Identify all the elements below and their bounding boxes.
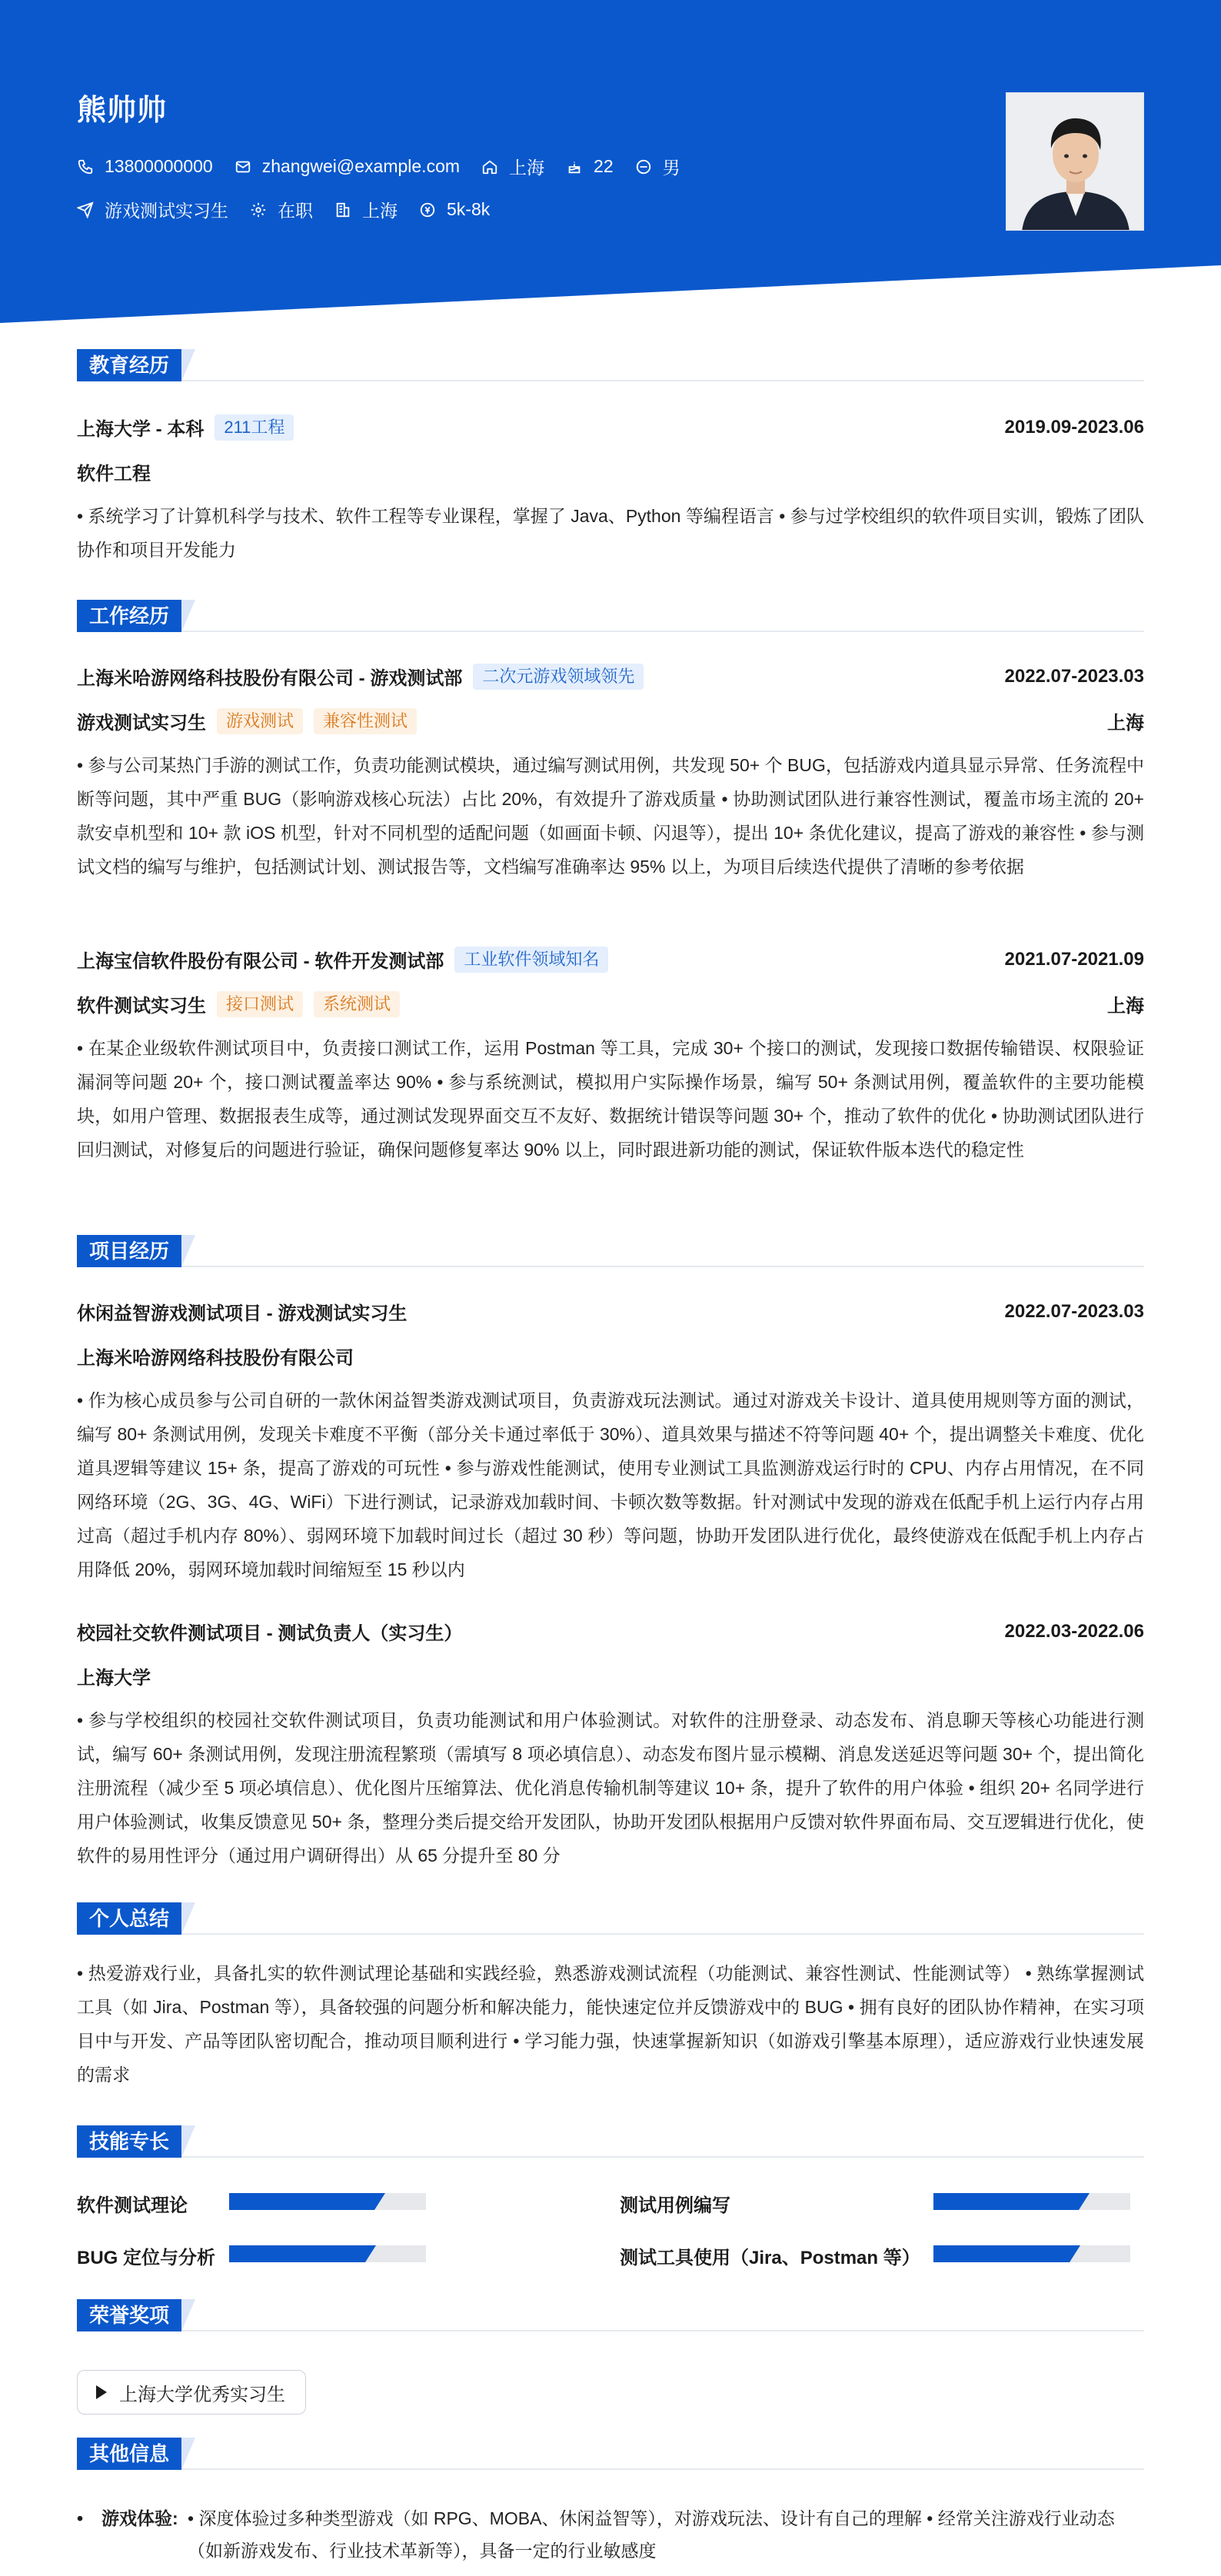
gender-text: 男 <box>662 158 680 178</box>
work-entry-header <box>77 946 1144 973</box>
education-description: • 系统学习了计算机科学与技术、软件工程等专业课程，掌握了 Java、Python 等编程语言 • 参与过学校组织的软件项目实训，锻炼了团队协作和项目开发能力 <box>77 506 1144 560</box>
skill-name: BUG 定位与分析 <box>77 2248 215 2268</box>
project-description: • 参与学校组织的校园社交软件测试项目，负责功能测试和用户体验测试。对软件的注册登录、动态发布、消息聊天等核心功能进行测试，编写 60+ 条测试用例，发现注册流程繁琐（需填写 8 项必填信息）、动态发布图片显示模糊、消息发送延迟等问题 30+ 个，提出简化注册流程（减少至 5 项必填信息）、优化图片压缩算法、优化消息传输机制等建议 10+ 条，提升了软件的用户体验 • 组织 20+ 名同学进行用户体验测试，收集反馈意见 50+ 条，整理分类后提交给开发团队，协助开发团队根据用户反馈对软件界面布局、交互逻辑进行优化，使软件的易用性评分（通过用户调研得出）从 65 分提升至 80 分 <box>77 1710 1144 1865</box>
skill-name: 测试用例编写 <box>620 2195 730 2216</box>
project-date: 2022.03-2022.06 <box>1004 1620 1144 1642</box>
company-tag: 二次元游戏领域领先 <box>473 664 644 690</box>
skill-bar <box>229 2193 426 2210</box>
skill-item <box>620 2242 920 2269</box>
project-name: 休闲益智游戏测试项目 - 游戏测试实习生 <box>77 1303 408 1324</box>
section-header <box>77 1902 1144 1935</box>
project-org-row <box>77 1662 1144 1689</box>
award-item <box>77 2370 306 2415</box>
work-city: 上海 <box>1107 996 1144 1017</box>
project-description: • 作为核心成员参与公司自研的一款休闲益智类游戏测试项目，负责游戏玩法测试。通过对游戏关卡设计、道具使用规则等方面的测试，编写 80+ 条测试用例，发现关卡难度不平衡（部分关卡通过率低于 30%）、道具效果与描述不符等问题 40+ 个，提出调整关卡难度、优化道具逻辑等建议 15+ 条，提高了游戏的可玩性 • 参与游戏性能测试，使用专业测试工具监测游戏运行时的 CPU、内存占用情况，在不同网络环境（2G、3G、4G、WiFi）下进行测试，记录游戏加载时间、卡顿次数等数据。针对测试中发现的游戏在低配手机上运行内存占用过高（超过手机内存 80%）、弱网环境下加载时间过长（超过 30 秒）等问题，协助开发团队进行优化，最终使游戏在低配手机上内存占用降低 20%，弱网环境加载时间缩短至 15 秒以内 <box>77 1390 1144 1579</box>
projects-section <box>77 1235 1144 1865</box>
section-title: 荣誉奖项 <box>77 2299 181 2331</box>
section-header <box>77 2438 1144 2470</box>
send-icon <box>77 201 94 218</box>
section-header <box>77 2299 1144 2331</box>
work-role-row <box>77 990 1144 1017</box>
school-name: 上海大学 - 本科 <box>77 419 205 440</box>
gear-icon <box>250 201 267 218</box>
project-date: 2022.07-2023.03 <box>1004 1300 1144 1322</box>
project-name: 校园社交软件测试项目 - 测试负责人（实习生） <box>77 1623 463 1644</box>
awards-section <box>77 2299 1144 2405</box>
email-text: zhangwei@example.com <box>261 156 461 176</box>
target-city-info <box>334 197 398 222</box>
work-date: 2022.07-2023.03 <box>1004 665 1144 687</box>
award-name: 上海大学优秀实习生 <box>119 2384 285 2405</box>
job-row <box>77 197 511 222</box>
skill-bar <box>933 2245 1130 2262</box>
job-target-info <box>77 197 228 222</box>
section-title: 个人总结 <box>77 1902 181 1935</box>
project-entry-header <box>77 1618 1144 1645</box>
other-info-item <box>77 2502 1144 2567</box>
company-name: 上海宝信软件股份有限公司 - 软件开发测试部 <box>77 951 444 972</box>
company-name: 上海米哈游网络科技股份有限公司 - 游戏测试部 <box>77 668 463 689</box>
mail-icon <box>235 158 251 175</box>
project-entry-header <box>77 1298 1144 1325</box>
other-text: • 深度体验过多种类型游戏（如 RPG、MOBA、休闲益智等），对游戏玩法、设计有自己的理解 • 经常关注游戏行业动态（如新游戏发布、行业技术革新等），具备一定的行业敏感度 <box>188 2508 1115 2561</box>
building-icon <box>334 201 351 218</box>
skill-item <box>620 2190 730 2217</box>
age-text: 22 <box>594 156 614 176</box>
education-date: 2019.09-2023.06 <box>1004 416 1144 438</box>
phone-icon <box>77 158 94 175</box>
role-tag: 兼容性测试 <box>314 708 417 734</box>
section-title: 教育经历 <box>77 349 181 381</box>
section-title: 技能专长 <box>77 2125 181 2158</box>
home-icon <box>481 158 498 175</box>
school-tag: 211工程 <box>215 414 294 441</box>
skill-bar <box>933 2193 1130 2210</box>
skill-bar-fill <box>229 2245 365 2262</box>
major-row <box>77 458 1144 485</box>
status-text: 在职 <box>278 201 313 221</box>
skills-section <box>77 2125 1144 2268</box>
email-info <box>235 156 460 177</box>
section-header <box>77 1235 1144 1267</box>
job-target-text: 游戏测试实习生 <box>105 201 228 221</box>
project-org: 上海大学 <box>77 1668 151 1689</box>
role-name: 软件测试实习生 <box>77 996 206 1017</box>
work-section <box>77 600 1144 1160</box>
summary-section <box>77 1902 1144 2085</box>
location-text: 上海 <box>509 158 545 178</box>
project-org: 上海米哈游网络科技股份有限公司 <box>77 1348 354 1369</box>
skill-bar <box>229 2245 426 2262</box>
section-title: 其他信息 <box>77 2438 181 2470</box>
role-tag: 系统测试 <box>314 991 400 1017</box>
education-section <box>77 349 1144 560</box>
section-header <box>77 2125 1144 2158</box>
other-label: 游戏体验: <box>101 2508 178 2528</box>
section-header <box>77 600 1144 632</box>
work-description: • 在某企业级软件测试项目中，负责接口测试工作，运用 Postman 等工具，完成 30+ 个接口的测试，发现接口数据传输错误、权限验证漏洞等问题 20+ 个，接口测试覆盖率达 90% • 参与系统测试，模拟用户实际操作场景，编写 50+ 条测试用例，覆盖软件的主要功能模块，如用户管理、数据报表生成等，通过测试发现界面交互不友好、数据统计错误等问题 30+ 个，推动了软件的优化 • 协助测试团队进行回归测试，对修复后的问题进行验证，确保问题修复率达 90% 以上，同时跟进新功能的测试，保证软件版本迭代的稳定性 <box>77 1038 1144 1160</box>
skill-name: 测试工具使用（Jira、Postman 等） <box>620 2248 920 2268</box>
skill-name: 软件测试理论 <box>77 2195 188 2216</box>
summary-text: • 热爱游戏行业，具备扎实的软件测试理论基础和实践经验，熟悉游戏测试流程（功能测试、兼容性测试、性能测试等） • 熟练掌握测试工具（如 Jira、Postman 等），具备较强的问题分析和解决能力，能快速定位并反馈游戏中的 BUG • 拥有良好的团队协作精神，在实习项目中与开发、产品等团队密切配合，推动项目顺利进行 • 学习能力强，快速掌握新知识（如游戏引擎基本原理），适应游戏行业快速发展的需求 <box>77 1963 1144 2085</box>
location-info <box>481 154 544 179</box>
skill-bar-fill <box>933 2245 1070 2262</box>
work-description: • 参与公司某热门手游的测试工作，负责功能测试模块，通过编写测试用例，共发现 50+ 个 BUG，包括游戏内道具显示异常、任务流程中断等问题，其中严重 BUG（影响游戏核心玩法）占比 20%，有效提升了游戏质量 • 协助测试团队进行兼容性测试，覆盖市场主流的 20+ 款安卓机型和 10+ 款 iOS 机型，针对不同机型的适配问题（如画面卡顿、闪退等），提出 10+ 条优化建议，提高了游戏的兼容性 • 参与测试文档的编写与维护，包括测试计划、测试报告等，文档编写准确率达 95% 以上，为项目后续迭代提供了清晰的参考依据 <box>77 755 1144 877</box>
phone-info <box>77 156 213 177</box>
section-header <box>77 349 1144 381</box>
avatar <box>1006 92 1144 231</box>
play-icon <box>96 2385 107 2399</box>
other-section <box>77 2438 1144 2561</box>
skill-item <box>77 2190 188 2217</box>
role-name: 游戏测试实习生 <box>77 713 206 734</box>
work-entry-header <box>77 663 1144 690</box>
project-org-row <box>77 1343 1144 1370</box>
gender-icon <box>635 158 652 175</box>
work-city: 上海 <box>1107 713 1144 734</box>
skill-bar-fill <box>933 2193 1079 2210</box>
role-tag: 接口测试 <box>217 991 303 1017</box>
phone-text: 13800000000 <box>105 156 213 176</box>
salary-info <box>419 199 490 220</box>
age-info <box>566 156 614 177</box>
bullet-icon: • <box>77 2508 84 2528</box>
education-entry-header <box>77 414 1144 441</box>
company-tag: 工业软件领域知名 <box>454 947 608 973</box>
section-title: 项目经历 <box>77 1235 181 1267</box>
status-info <box>250 197 313 222</box>
skill-item <box>77 2242 215 2269</box>
major-name: 软件工程 <box>77 464 151 484</box>
candidate-name: 熊帅帅 <box>77 95 168 127</box>
cake-icon <box>566 158 583 175</box>
coin-icon <box>419 201 436 218</box>
work-date: 2021.07-2021.09 <box>1004 948 1144 970</box>
salary-text: 5k-8k <box>447 199 491 219</box>
gender-info <box>635 154 680 179</box>
work-role-row <box>77 707 1144 734</box>
section-title: 工作经历 <box>77 600 181 632</box>
role-tag: 游戏测试 <box>217 708 303 734</box>
skill-bar-fill <box>229 2193 374 2210</box>
target-city-text: 上海 <box>362 201 398 221</box>
contact-row <box>77 154 702 179</box>
